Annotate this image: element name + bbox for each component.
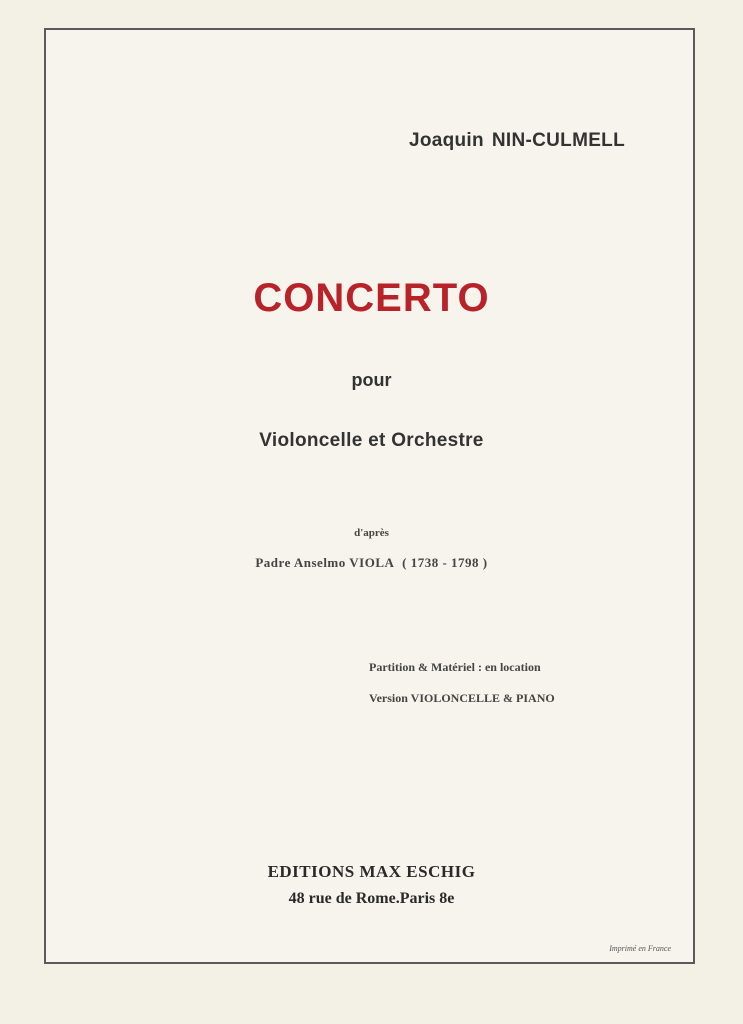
instrumentation: Violoncelle et Orchestre [259, 430, 484, 451]
version-note: Version VIOLONCELLE & PIANO [369, 691, 555, 705]
after-text: d'après [354, 527, 389, 539]
printed-in-note: Imprimé en France [609, 944, 671, 953]
composer-first-name: Joaquin [408, 130, 484, 151]
publisher-address: 48 rue de Rome.Paris 8e [288, 890, 455, 907]
publisher-name: EDITIONS MAX ESCHIG [267, 862, 476, 881]
source-composer-name: Padre Anselmo VIOLA [255, 555, 395, 570]
score-material-note: Partition & Matériel : en location [369, 660, 541, 674]
pour-text: pour [351, 370, 392, 390]
composer-last-name: NIN-CULMELL [491, 130, 625, 151]
composer-name [409, 130, 625, 152]
cover-frame [44, 28, 695, 964]
source-composer [0, 555, 743, 571]
work-title: CONCERTO [253, 276, 490, 320]
source-composer-dates: ( 1738 - 1798 ) [402, 555, 488, 570]
